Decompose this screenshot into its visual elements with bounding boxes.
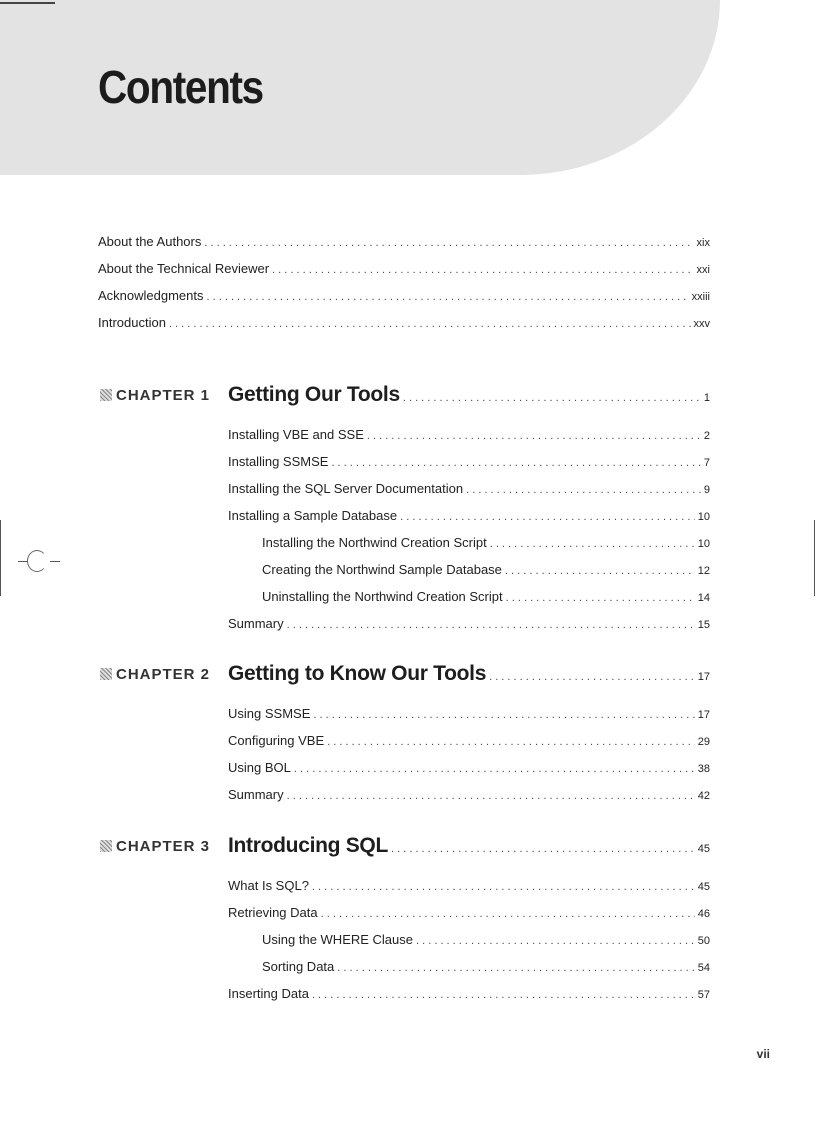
- toc-subsection[interactable]: [262, 589, 710, 606]
- toc-section[interactable]: [228, 787, 710, 804]
- toc-page-number: xix: [696, 237, 710, 249]
- dot-leader: [391, 843, 695, 855]
- chapter-bullet-icon: [100, 668, 112, 680]
- toc-entry-label: Configuring VBE: [228, 733, 325, 748]
- chapter-label-text: CHAPTER 1: [116, 386, 211, 404]
- toc-page-number: 14: [697, 592, 710, 604]
- dot-leader: [490, 536, 695, 552]
- toc-page-number: 12: [697, 565, 710, 577]
- toc-entry-label: Installing the SQL Server Documentation: [228, 481, 464, 496]
- toc-subsection[interactable]: [262, 562, 710, 579]
- toc-section[interactable]: [228, 878, 710, 895]
- toc-page-number: 7: [703, 457, 710, 469]
- toc-entry-label: Creating the Northwind Sample Database: [262, 562, 502, 577]
- chapter-bullet-icon: [100, 389, 112, 401]
- dot-leader: [169, 316, 691, 332]
- crop-mark-right: [814, 520, 815, 596]
- toc-entry-label: Installing the Northwind Creation Script: [262, 535, 487, 550]
- dot-leader: [327, 734, 695, 750]
- toc-entry-label: Summary: [228, 787, 284, 802]
- dot-leader: [321, 906, 695, 922]
- dot-leader: [204, 235, 693, 251]
- page-folio: vii: [756, 1047, 770, 1061]
- dot-leader: [367, 428, 701, 444]
- toc-page-number: 17: [697, 709, 710, 721]
- dot-leader: [466, 482, 701, 498]
- toc-page-number: xxv: [693, 318, 710, 330]
- toc-section[interactable]: [228, 427, 710, 444]
- top-rule: [0, 2, 55, 4]
- chapter-label-text: CHAPTER 2: [116, 665, 211, 683]
- toc-entry-label: Using BOL: [228, 760, 291, 775]
- dot-leader: [294, 761, 695, 777]
- toc-front-acknowledgments[interactable]: [98, 288, 710, 305]
- dot-leader: [416, 933, 695, 949]
- dot-leader: [400, 509, 695, 525]
- toc-page-number: 54: [697, 962, 710, 974]
- toc-section[interactable]: [228, 986, 710, 1003]
- toc-page-number: 42: [697, 790, 710, 802]
- dot-leader: [313, 707, 694, 723]
- toc-page-number: 29: [697, 736, 710, 748]
- toc-entry-label: Acknowledgments: [98, 288, 204, 303]
- toc-entry-label: Introduction: [98, 315, 166, 330]
- dot-leader: [207, 289, 689, 305]
- chapter-bullet-icon: [100, 840, 112, 852]
- toc-section[interactable]: [228, 706, 710, 723]
- chapter-page-number: 45: [697, 843, 710, 855]
- toc-subsection[interactable]: [262, 535, 710, 552]
- dot-leader: [337, 960, 694, 976]
- dot-leader: [287, 617, 695, 633]
- toc-entry-label: Retrieving Data: [228, 905, 318, 920]
- chapter-title: Getting to Know Our Tools: [228, 662, 487, 685]
- toc-page-number: xxiii: [691, 291, 710, 303]
- toc-entry-label: Installing VBE and SSE: [228, 427, 364, 442]
- dot-leader: [505, 563, 695, 579]
- dot-leader: [489, 671, 695, 683]
- registration-mark-icon: [27, 550, 47, 572]
- chapter-label: [100, 387, 228, 404]
- toc-entry-label: Inserting Data: [228, 986, 309, 1001]
- chapter-label-text: CHAPTER 3: [116, 837, 211, 855]
- dot-leader: [312, 879, 695, 895]
- dot-leader: [331, 455, 700, 471]
- toc-page-number: 10: [697, 538, 710, 550]
- toc-entry-label: Using the WHERE Clause: [262, 932, 413, 947]
- toc-page-number: 10: [697, 511, 710, 523]
- toc-entry-label: Installing SSMSE: [228, 454, 329, 469]
- toc-section[interactable]: [228, 481, 710, 498]
- toc-entry-label: What Is SQL?: [228, 878, 309, 893]
- toc-entry-label: About the Technical Reviewer: [98, 261, 270, 276]
- toc-subsection[interactable]: [262, 932, 710, 949]
- chapter-title: Introducing SQL: [228, 834, 388, 857]
- toc-front-introduction[interactable]: [98, 315, 710, 332]
- toc-page-number: 15: [697, 619, 710, 631]
- dot-leader: [506, 590, 695, 606]
- toc-page-number: 2: [703, 430, 710, 442]
- chapter-3-heading[interactable]: [100, 834, 710, 858]
- dot-leader: [403, 392, 701, 404]
- crop-mark-left: [0, 520, 1, 596]
- toc-entry-label: About the Authors: [98, 234, 202, 249]
- chapter-page-number: 17: [697, 671, 710, 683]
- chapter-title: Getting Our Tools: [228, 383, 400, 406]
- chapter-label: [100, 666, 228, 683]
- toc-section[interactable]: [228, 454, 710, 471]
- toc-page-number: 57: [697, 989, 710, 1001]
- toc-subsection[interactable]: [262, 959, 710, 976]
- toc-front-technical-reviewer[interactable]: [98, 261, 710, 278]
- dot-leader: [287, 788, 695, 804]
- toc-entry-label: Summary: [228, 616, 284, 631]
- toc-section[interactable]: [228, 733, 710, 750]
- toc-page-number: 50: [697, 935, 710, 947]
- toc-front-about-authors[interactable]: [98, 234, 710, 251]
- toc-page-number: 45: [697, 881, 710, 893]
- dot-leader: [312, 987, 695, 1003]
- toc-page-number: 46: [697, 908, 710, 920]
- toc-page-number: 38: [697, 763, 710, 775]
- chapter-label: [100, 838, 228, 855]
- toc-entry-label: Installing a Sample Database: [228, 508, 398, 523]
- chapter-1-heading[interactable]: [100, 383, 710, 407]
- chapter-page-number: 1: [703, 392, 710, 404]
- toc-section[interactable]: [228, 616, 710, 633]
- toc-page-number: xxi: [696, 264, 710, 276]
- toc-section[interactable]: [228, 905, 710, 922]
- toc-entry-label: Sorting Data: [262, 959, 335, 974]
- toc-page-number: 9: [703, 484, 710, 496]
- toc-section[interactable]: [228, 760, 710, 777]
- crop-mark-tick-right: [50, 561, 60, 562]
- page-title: Contents: [98, 61, 263, 113]
- dot-leader: [272, 262, 694, 278]
- toc-section[interactable]: [228, 508, 710, 525]
- toc-entry-label: Using SSMSE: [228, 706, 311, 721]
- chapter-2-heading[interactable]: [100, 662, 710, 686]
- toc-entry-label: Uninstalling the Northwind Creation Script: [262, 589, 503, 604]
